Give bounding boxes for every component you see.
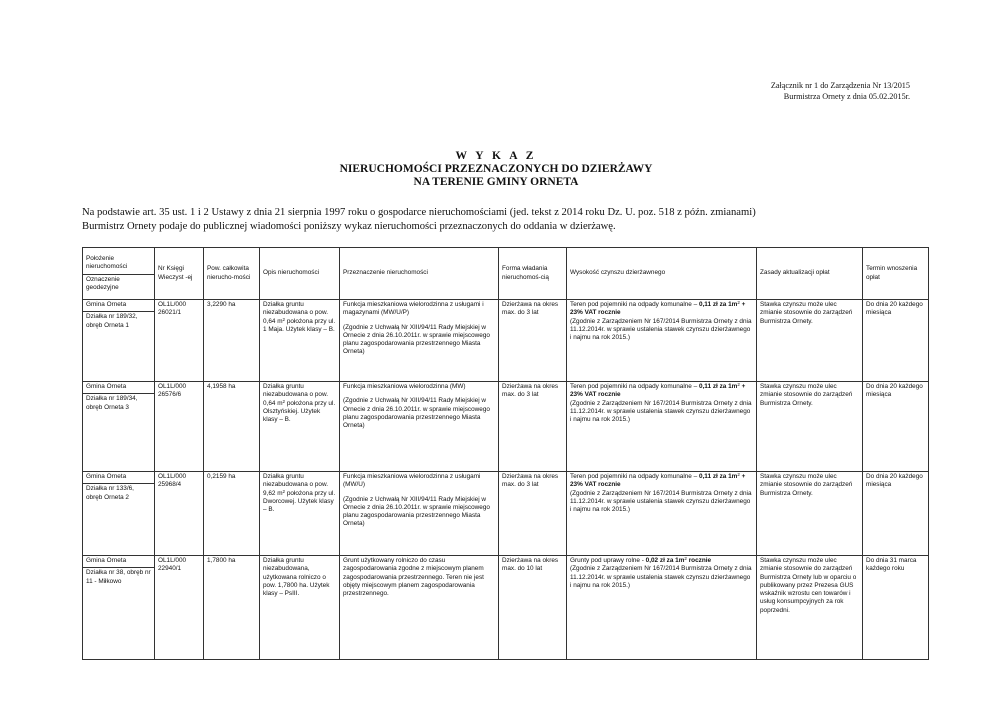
location-text: Gmina Orneta — [86, 301, 127, 308]
cell-rules: Stawka czynszu może ulec zmianie stosownie do zarządzeń Burmistrza Ornety. — [757, 472, 863, 556]
purpose-text: Funkcja mieszkaniowa wielorodzinna z usługami i magazynami (MW/U/P) — [343, 301, 484, 317]
rent-amount: 0,11 zł za 1m — [698, 383, 738, 390]
header-polozenie: Położenie nieruchomości — [86, 254, 128, 271]
header-przeznaczenie: Przeznaczenie nieruchomości — [340, 248, 499, 300]
title-line-3: NA TERENIE GMINY ORNETA — [413, 176, 579, 188]
cell-rules: Stawka czynszu może ulec zmianie stosownie do zarządzeń Burmistrza Ornety. — [757, 382, 863, 472]
title-line-1: W Y K A Z — [455, 150, 537, 162]
cell-rules: Stawka czynszu może ulec zmianie stosownie do zarządzeń Burmistrza Ornety. — [757, 300, 863, 382]
cell-location — [83, 382, 155, 472]
cell-form: Dzierżawa na okres max. do 3 lat — [499, 472, 567, 556]
rent-text: Teren pod pojemniki na odpady komunalne – — [570, 383, 699, 390]
cell-description — [260, 382, 340, 472]
purpose-note: (Zgodnie z Uchwałą Nr XIII/94/11 Rady Miejskiej w Ornecie z dnia 26.10.2011r. w sprawie miejscowego planu zagospodarowania przestrzennego Miasta Orneta) — [343, 397, 490, 430]
cell-description — [260, 556, 340, 660]
rent-note: (Zgodnie z Zarządzeniem Nr 167/2014 Burmistrza Ornety z dnia 11.12.2014r. w sprawie ustalenia stawek czynszu dzierżawnego i najmu na rok 2015.) — [570, 399, 752, 424]
parcel-text: Działka nr 189/34, obręb Orneta 3 — [83, 393, 154, 412]
rent-amount: 0,11 zł za 1m — [698, 301, 738, 308]
desc-text-a: Działka gruntu niezabudowana o pow. 0,64 m — [263, 301, 329, 325]
cell-kw: OL1L/000 22940/1 — [155, 556, 204, 660]
cell-area: 4,1958 ha — [204, 382, 260, 472]
rent-text: Teren pod pojemniki na odpady komunalne – — [570, 473, 699, 480]
header-pow: Pow. całkowita nierucho-mości — [204, 248, 260, 300]
rent-amount-suffix: + 23% VAT rocznie — [570, 473, 746, 489]
cell-description — [260, 300, 340, 382]
cell-rent — [567, 382, 757, 472]
parcel-text: Działka nr 133/6, obręb Orneta 2 — [83, 483, 154, 502]
table-header-row — [83, 248, 929, 300]
rent-superscript: 2 — [737, 300, 740, 305]
header-termin: Termin wnoszenia opłat — [863, 248, 929, 300]
header-location — [83, 248, 155, 300]
cell-location — [83, 556, 155, 660]
intro-line-1: Na podstawie art. 35 ust. 1 i 2 Ustawy z dnia 21 sierpnia 1997 roku o gospodarce nieruchomościami (jed. tekst z 2014 roku Dz. U. poz. 518 z późn. zmianami) — [82, 207, 756, 218]
header-czynsz: Wysokość czynszu dzierżawnego — [567, 248, 757, 300]
header-ksiega: Nr Księgi Wieczyst -ej — [155, 248, 204, 300]
cell-deadline: Do dnia 31 marca każdego roku — [863, 556, 929, 660]
header-zasady: Zasady aktualizacji opłat — [757, 248, 863, 300]
cell-area: 1,7800 ha — [204, 556, 260, 660]
cell-area: 0,2159 ha — [204, 472, 260, 556]
intro-line-2: Burmistrz Ornety podaje do publicznej wiadomości poniższy wykaz nieruchomości przeznaczonych do oddania w dzierżawę. — [82, 221, 616, 232]
rent-amount-suffix: + 23% VAT rocznie — [570, 383, 746, 399]
cell-deadline: Do dnia 20 każdego miesiąca — [863, 300, 929, 382]
desc-text-b: położona przy ul. Dworcowej. Użytek klasy – B. — [263, 489, 336, 514]
location-text: Gmina Orneta — [86, 473, 127, 480]
rent-rate — [570, 383, 753, 400]
rent-text: Teren pod pojemniki na odpady komunalne – — [570, 301, 699, 308]
cell-form: Dzierżawa na okres max. do 10 lat — [499, 556, 567, 660]
rent-note: (Zgodnie z Zarządzeniem Nr 167/2014 Burmistrza Ornety z dnia 11.12.2014r. w sprawie ustalenia stawek czynszu dzierżawnego i najmu na rok 2015.) — [570, 489, 752, 514]
table-row — [83, 472, 929, 556]
annex-line-1: Załącznik nr 1 do Zarządzenia Nr 13/2015 — [770, 81, 910, 90]
location-text: Gmina Orneta — [86, 383, 127, 390]
cell-form: Dzierżawa na okres max. do 3 lat — [499, 382, 567, 472]
header-opis: Opis nieruchomości — [260, 248, 340, 300]
rent-note: (Zgodnie z Zarządzeniem Nr 167/2014 Burmistrza Ornety z dnia 11.12.2014r. w sprawie ustalenia stawek czynszu dzierżawnego i najmu na rok 2015.) — [570, 317, 752, 342]
cell-rent — [567, 472, 757, 556]
cell-form: Dzierżawa na okres max. do 3 lat — [499, 300, 567, 382]
annex-line-2: Burmistrza Ornety z dnia 05.02.2015r. — [783, 92, 910, 101]
title-line-2: NIERUCHOMOŚCI PRZEZNACZONYCH DO DZIERŻAWY — [339, 163, 653, 175]
rent-text: Grunty pod uprawy rolne - — [570, 557, 646, 564]
desc-text-b: położona przy ul. Olsztyńskiej. Użytek klasy – B. — [263, 399, 336, 424]
table-row — [83, 382, 929, 472]
rent-rate — [570, 473, 753, 490]
parcel-text: Działka nr 189/32, obręb Orneta 1 — [83, 311, 154, 330]
cell-deadline: Do dnia 20 każdego miesiąca — [863, 382, 929, 472]
cell-area: 3,2290 ha — [204, 300, 260, 382]
cell-location — [83, 300, 155, 382]
cell-kw: OL1L/000 25968/4 — [155, 472, 204, 556]
purpose-text: Funkcja mieszkaniowa wielorodzinna z usługami (MW/U) — [343, 473, 481, 489]
location-text: Gmina Orneta — [86, 557, 127, 564]
desc-superscript: 2 — [282, 488, 286, 494]
desc-superscript: 2 — [282, 398, 286, 404]
cell-purpose — [340, 556, 499, 660]
desc-superscript: 2 — [282, 316, 286, 322]
rent-superscript: 2 — [684, 556, 687, 561]
desc-text-a: Działka gruntu niezabudowana, użytkowana rolniczo o pow. 1,7800 ha. Użytek klasy – PsIII. — [263, 557, 330, 598]
rent-amount-suffix: rocznie — [686, 557, 712, 564]
parcel-text: Działka nr 38, obręb nr 11 - Miłkowo — [83, 567, 154, 586]
rent-note: (Zgodnie z Zarządzeniem Nr 167/2014 Burmistrza Ornety z dnia 11.12.2014r. w sprawie ustalenia stawek czynszu dzierżawnego i najmu na rok 2015.) — [570, 565, 752, 589]
cell-description — [260, 472, 340, 556]
rent-superscript: 2 — [737, 472, 740, 477]
intro-paragraph — [82, 206, 942, 234]
property-table — [82, 247, 929, 660]
cell-purpose — [340, 472, 499, 556]
annex-reference — [700, 80, 910, 102]
rent-amount: 0,11 zł za 1m — [698, 473, 738, 480]
cell-purpose — [340, 300, 499, 382]
desc-text-a: Działka gruntu niezabudowana o pow. 0,64 m — [263, 383, 329, 407]
rent-rate — [570, 301, 753, 318]
rent-amount-suffix: + 23% VAT rocznie — [570, 301, 746, 317]
rent-superscript: 2 — [737, 382, 740, 387]
cell-rent — [567, 300, 757, 382]
document-title — [0, 150, 992, 189]
desc-text-a: Działka gruntu niezabudowana o pow. 9,62 m — [263, 473, 329, 497]
cell-deadline: Do dnia 20 każdego miesiąca — [863, 472, 929, 556]
table-row — [83, 556, 929, 660]
purpose-note: (Zgodnie z Uchwałą Nr XIII/94/11 Rady Miejskiej w Ornecie z dnia 26.10.2011r. w sprawie miejscowego planu zagospodarowania przestrzennego Miasta Orneta) — [343, 495, 490, 528]
cell-purpose — [340, 382, 499, 472]
cell-kw: OL1L/000 26021/1 — [155, 300, 204, 382]
purpose-text: Grunt użytkowany rolniczo do czasu zagospodarowania zgodne z miejscowym planem zagospodarowania przestrzennego. Teren nie jest objęty miejscowym planem zagospodarowania przestrzennego. — [343, 557, 484, 598]
desc-text-b: położona przy ul. 1 Maja. Użytek klasy – B. — [263, 317, 336, 333]
rent-amount: 0,02 zł za 1m — [645, 557, 685, 564]
cell-kw: OL1L/000 26576/6 — [155, 382, 204, 472]
purpose-text: Funkcja mieszkaniowa wielorodzinna (MW) — [343, 383, 466, 390]
cell-location — [83, 472, 155, 556]
purpose-note: (Zgodnie z Uchwałą Nr XIII/94/11 Rady Miejskiej w Ornecie z dnia 26.10.2011r. w sprawie miejscowego planu zagospodarowania przestrzennego Miasta Orneta) — [343, 323, 490, 356]
header-oznaczenie: Oznaczenie geodezyjne — [83, 274, 154, 293]
rent-rate — [570, 557, 753, 565]
header-forma: Forma władania nieruchomoś-cią — [499, 248, 567, 300]
cell-rent — [567, 556, 757, 660]
cell-rules: Stawka czynszu może ulec zmianie stosownie do zarządzeń Burmistrza Ornety lub w oparciu o publikowany przez Prezesa GUS wskaźnik wzrostu cen towarów i usług konsumpcyjnych za rok poprzedni. — [757, 556, 863, 660]
table-row — [83, 300, 929, 382]
